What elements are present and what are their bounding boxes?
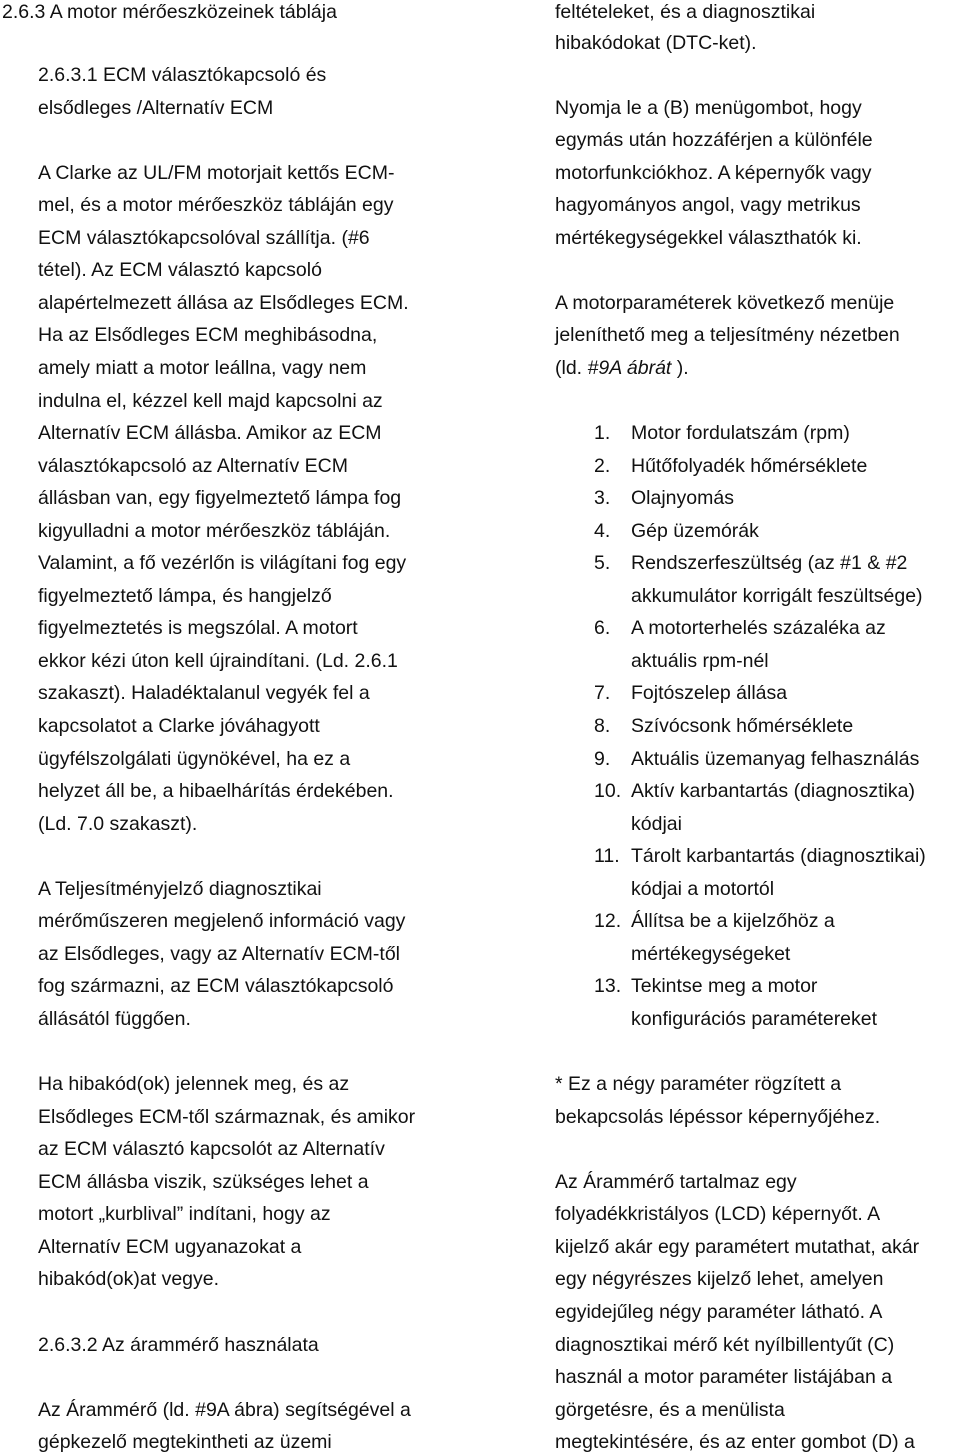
text-line: hagyományos angol, vagy metrikus: [555, 194, 861, 216]
text-line: indulna el, kézzel kell majd kapcsolni az: [38, 390, 383, 412]
text-line: hibakód(ok)at vegye.: [38, 1268, 220, 1290]
list-item-continuation: konfigurációs paramétereket: [631, 1008, 878, 1030]
list-item-continuation: kódjai a motortól: [631, 878, 775, 900]
text-line: amely miatt a motor leállna, vagy nem: [38, 357, 367, 379]
section-heading: 2.6.3 A motor mérőeszközeinek táblája: [2, 1, 337, 23]
text-line: Valamint, a fő vezérlőn is világítani fog egy: [38, 552, 407, 574]
list-number: 7.: [594, 682, 611, 704]
text-line: Az Árammérő (ld. #9A ábra) segítségével a: [38, 1399, 411, 1421]
text-line: az Elsődleges, vagy az Alternatív ECM-től: [38, 943, 400, 965]
text-line: bekapcsolás lépéssor képernyőjéhez.: [555, 1106, 881, 1128]
list-number: 13.: [594, 975, 622, 997]
text-line: A Teljesítményjelző diagnosztikai: [38, 878, 322, 900]
text-line: egyidejűleg négy paraméter látható. A: [555, 1301, 883, 1323]
text-line: hibakódokat (DTC-ket).: [555, 32, 757, 54]
text-line: Nyomja le a (B) menügombot, hogy: [555, 97, 862, 119]
text-line: ekkor kézi úton kell újraindítani. (Ld. 2.6.1: [38, 650, 398, 672]
ref-prefix: (ld.: [555, 357, 588, 379]
text-line: folyadékkristályos (LCD) képernyőt. A: [555, 1203, 881, 1225]
text-line: állásától függően.: [38, 1008, 191, 1030]
text-line: kigyulladni a motor mérőeszköz tábláján.: [38, 520, 391, 542]
subheading-line: elsődleges /Alternatív ECM: [38, 97, 274, 119]
list-item: Fojtószelep állása: [631, 682, 788, 704]
figure-reference: #9A ábrát: [587, 357, 672, 379]
list-number: 6.: [594, 617, 611, 639]
text-line: helyzet áll be, a hibaelhárítás érdekében.: [38, 780, 394, 802]
text-line: szakaszt). Haladéktalanul vegyék fel a: [38, 682, 370, 704]
subheading-line: 2.6.3.2 Az árammérő használata: [38, 1334, 319, 1356]
list-item-continuation: aktuális rpm-nél: [631, 650, 769, 672]
text-line: figyelmeztető lámpa, és hangjelző: [38, 585, 332, 607]
text-line: állásban van, egy figyelmeztető lámpa fog: [38, 487, 402, 509]
text-line: motort „kurblival” indítani, hogy az: [38, 1203, 331, 1225]
text-line: alapértelmezett állása az Elsődleges ECM.: [38, 292, 409, 314]
text-line: figyelmeztetés is megszólal. A motort: [38, 617, 358, 639]
list-number: 12.: [594, 910, 622, 932]
text-line: egymás után hozzáférjen a különféle: [555, 129, 873, 151]
list-item-continuation: mértékegységeket: [631, 943, 791, 965]
figure-reference-line: [555, 356, 689, 380]
text-line: görgetésre, és a menülista: [555, 1399, 785, 1421]
text-line: tétel). Az ECM választó kapcsoló: [38, 259, 322, 281]
subheading-line: 2.6.3.1 ECM választókapcsoló és: [38, 64, 327, 86]
list-item: Olajnyomás: [631, 487, 734, 509]
text-line: az ECM választó kapcsolót az Alternatív: [38, 1138, 385, 1160]
text-line: motorfunkciókhoz. A képernyők vagy: [555, 162, 872, 184]
list-item: Rendszerfeszültség (az #1 & #2: [631, 552, 908, 574]
text-line: feltételeket, és a diagnosztikai: [555, 1, 816, 23]
text-line: választókapcsoló az Alternatív ECM: [38, 455, 348, 477]
list-item: Aktív karbantartás (diagnosztika): [631, 780, 915, 802]
text-line: mel, és a motor mérőeszköz tábláján egy: [38, 194, 394, 216]
list-number: 5.: [594, 552, 611, 574]
list-number: 8.: [594, 715, 611, 737]
list-number: 4.: [594, 520, 611, 542]
list-item: Gép üzemórák: [631, 520, 759, 542]
ref-suffix: ).: [671, 357, 689, 379]
list-item-continuation: akkumulátor korrigált feszültsége): [631, 585, 923, 607]
text-line: mérőműszeren megjelenő információ vagy: [38, 910, 406, 932]
text-line: Ha hibakód(ok) jelennek meg, és az: [38, 1073, 350, 1095]
text-line: gépkezelő megtekintheti az üzemi: [38, 1431, 332, 1453]
text-line: ügyfélszolgálati ügynökével, ha ez a: [38, 748, 351, 770]
list-number: 3.: [594, 487, 611, 509]
list-item: Állítsa be a kijelzőhöz a: [631, 910, 835, 932]
text-line: mértékegységekkel választhatók ki.: [555, 227, 862, 249]
list-item: Hűtőfolyadék hőmérséklete: [631, 455, 868, 477]
text-line: kapcsolatot a Clarke jóváhagyott: [38, 715, 320, 737]
list-item: Tárolt karbantartás (diagnosztikai): [631, 845, 926, 867]
list-item: A motorterhelés százaléka az: [631, 617, 886, 639]
list-item: Motor fordulatszám (rpm): [631, 422, 850, 444]
text-line: ECM állásba viszik, szükséges lehet a: [38, 1171, 369, 1193]
text-line: Alternatív ECM ugyanazokat a: [38, 1236, 302, 1258]
text-line: jeleníthető meg a teljesítmény nézetben: [555, 324, 900, 346]
text-line: Alternatív ECM állásba. Amikor az ECM: [38, 422, 382, 444]
text-line: Elsődleges ECM-től származnak, és amikor: [38, 1106, 416, 1128]
list-number: 10.: [594, 780, 622, 802]
text-line: megtekintésére, és az enter gombot (D) a: [555, 1431, 915, 1453]
text-line: használ a motor paraméter listájában a: [555, 1366, 893, 1388]
list-number: 9.: [594, 748, 611, 770]
list-item: Szívócsonk hőmérséklete: [631, 715, 854, 737]
text-line: fog származni, az ECM választókapcsoló: [38, 975, 394, 997]
list-number: 11.: [594, 845, 620, 867]
text-line: Ha az Elsődleges ECM meghibásodna,: [38, 324, 378, 346]
list-item: Tekintse meg a motor: [631, 975, 818, 997]
list-number: 2.: [594, 455, 611, 477]
text-line: * Ez a négy paraméter rögzített a: [555, 1073, 842, 1095]
text-line: A Clarke az UL/FM motorjait kettős ECM-: [38, 162, 395, 184]
text-line: Az Árammérő tartalmaz egy: [555, 1171, 797, 1193]
text-line: ECM választókapcsolóval szállítja. (#6: [38, 227, 370, 249]
text-line: diagnosztikai mérő két nyílbillentyűt (C): [555, 1334, 895, 1356]
text-line: (Ld. 7.0 szakaszt).: [38, 813, 198, 835]
text-line: A motorparaméterek következő menüje: [555, 292, 895, 314]
list-number: 1.: [594, 422, 611, 444]
list-item: Aktuális üzemanyag felhasználás: [631, 748, 920, 770]
list-item-continuation: kódjai: [631, 813, 682, 835]
text-line: kijelző akár egy paramétert mutathat, akár: [555, 1236, 920, 1258]
text-line: egy négyrészes kijelző lehet, amelyen: [555, 1268, 884, 1290]
